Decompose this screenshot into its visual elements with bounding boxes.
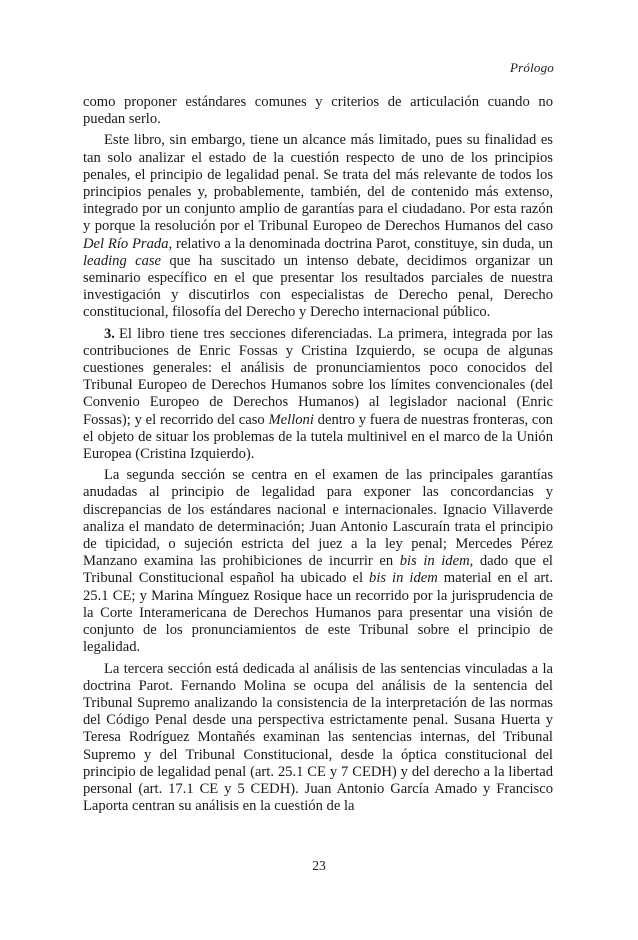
text-run: , relativo a la denominada doctrina Parot, constituye, sin duda, un xyxy=(168,235,553,252)
body-text xyxy=(83,94,553,819)
case-name-italic: Melloni xyxy=(268,411,314,428)
latin-term-italic: bis in idem xyxy=(369,570,438,587)
text-run: , dado que el Tribunal Constitucional español ha ubicado el xyxy=(83,553,553,587)
page-number: 23 xyxy=(312,858,326,873)
leading-case-italic: leading case xyxy=(83,252,162,269)
section-number: 3. xyxy=(104,325,115,342)
text-run: El libro tiene tres secciones diferenciadas. La primera, integrada por las contribuciones de Enric Fossas y Cristina Izquierdo, se ocupa de algunas cuestiones generales: el análisis de pronunciamientos poco conocidos del Tribunal Europeo de Derechos Humanos sobre los límites convencionales (del Convenio Europeo de Derechos Humanos) al legislador nacional (Enric Fossas); y el recorrido del caso xyxy=(83,325,553,428)
text-run: La segunda sección se centra en el examen de las principales garantías anudadas al principio de legalidad para exponer las concordancias y discrepancias de los estándares nacional e internacionales. Ignacio Villaverde analiza el mandato de determinación; Juan Antonio Lascuraín trata el principio de tipicidad, o sujeción estricta del juez a la ley penal; Mercedes Pérez Manzano examina las prohibiciones de incurrir en xyxy=(83,467,553,570)
case-name-italic: Del Río Prada xyxy=(83,235,169,252)
text-run: Este libro, sin embargo, tiene un alcance más limitado, pues su finalidad es tan solo analizar el estado de la cuestión respecto de uno de los principios penales, el principio de legalidad penal. Se trata del más relevante de todos los principios penales y, probablemente, también, del de contenido más extenso, integrado por un conjunto amplio de garantías para el ciudadano. Por esta razón y porque la resolución por el Tribunal Europeo de Derechos Humanos del caso xyxy=(83,132,553,235)
text-run: material en el art. 25.1 CE; y Marina Mínguez Rosique hace un recorrido por la jurisprudencia de la Corte Interamericana de Derechos Humanos para presentar una visión de conjunto de los pronunciamientos de este Tribunal sobre el principio de legalidad. xyxy=(83,570,553,656)
paragraph-continuation: como proponer estándares comunes y criterios de articulación cuando no puedan serlo. xyxy=(83,94,553,128)
text-run: dentro y fuera de nuestras fronteras, con el objeto de situar los problemas de la tutela multinivel en el marco de la Unión Europea (Cristina Izquierdo). xyxy=(83,411,553,463)
paragraph-third-section: La tercera sección está dedicada al análisis de las sentencias vinculadas a la doctrina Parot. Fernando Molina se ocupa del análisis de la sentencia del Tribunal Supremo analizando la consistencia de la interpretación de las normas del Código Penal desde una perspectiva estrictamente penal. Susana Huerta y Teresa Rodríguez Montañés examinan las sentencias internas, del Tribunal Supremo y del Tribunal Constitucional, desde la óptica constitucional del principio de legalidad penal (art. 25.1 CE y 7 CEDH) y del derecho a la libertad personal (art. 17.1 CE y 5 CEDH). Juan Antonio García Amado y Francisco Laporta centran su análisis en la cuestión de la xyxy=(83,660,553,815)
paragraph-sections xyxy=(83,326,553,464)
running-header: Prólogo xyxy=(509,60,554,75)
latin-term-italic: bis in idem xyxy=(399,553,470,570)
paragraph-second-section xyxy=(83,467,553,656)
text-run: que ha suscitado un intenso debate, decidimos organizar un seminario específico en el que presentar los resultados parciales de nuestra investigación y discutirlos con especialistas de Derecho penal, Derecho constitucional, filosofía del Derecho y Derecho internacional público. xyxy=(83,252,553,321)
paragraph-scope xyxy=(83,132,553,321)
